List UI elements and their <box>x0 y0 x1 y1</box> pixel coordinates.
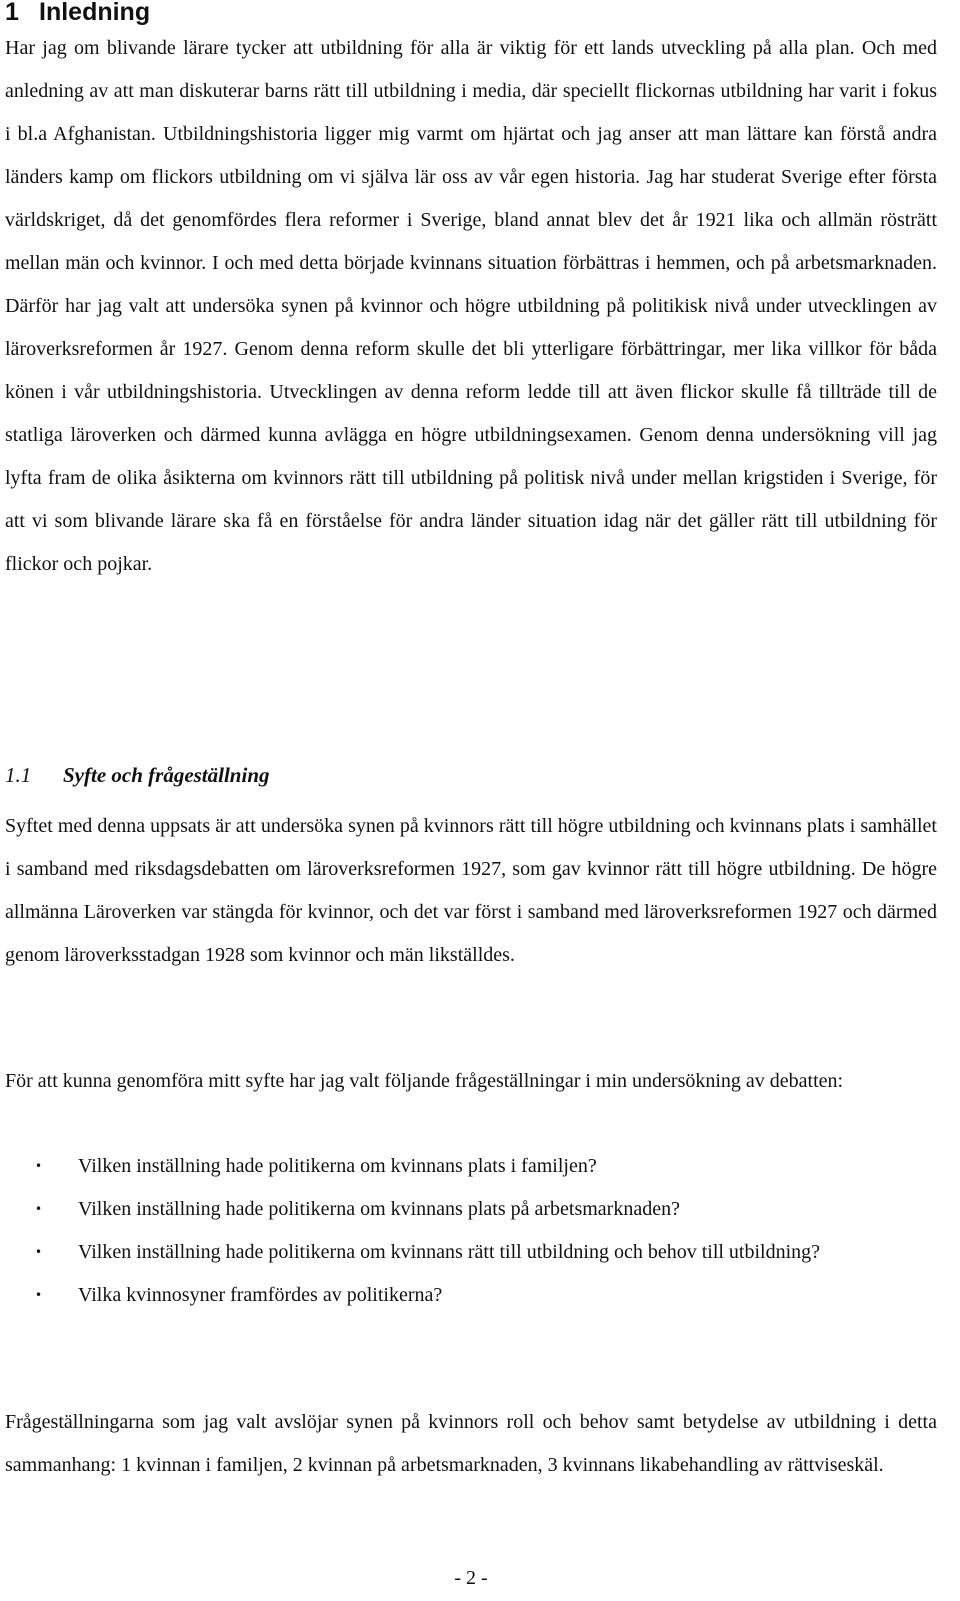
summary-paragraph: Frågeställningarna som jag valt avslöjar synen på kvinnors roll och behov samt betydelse av utbildning i detta sammanhang: 1 kvinnan i familjen, 2 kvinnan på arbetsmarknaden, 3 kvinnans likabehandling av rättviseskäl. <box>5 1411 937 1476</box>
question-text: Vilken inställning hade politikerna om kvinnans rätt till utbildning och behov till utbildning? <box>78 1241 821 1263</box>
research-questions-list <box>5 1145 937 1317</box>
question-text: Vilken inställning hade politikerna om kvinnans plats på arbetsmarknaden? <box>78 1198 680 1220</box>
list-item <box>5 1145 937 1188</box>
section-title: Syfte och frågeställning <box>63 763 270 787</box>
list-item <box>5 1231 937 1274</box>
bullet-icon: • <box>35 1159 43 1173</box>
bullet-icon: • <box>35 1288 43 1302</box>
bullet-icon: • <box>35 1202 43 1216</box>
chapter-title: Inledning <box>39 0 151 26</box>
questions-intro-paragraph: För att kunna genomföra mitt syfte har jag valt följande frågeställningar i min undersökning av debatten: <box>5 1070 844 1092</box>
intro-paragraph: Har jag om blivande lärare tycker att utbildning för alla är viktig för ett lands utveckling på alla plan. Och med anledning av att man diskuterar barns rätt till utbildning i media, där speciellt flickornas utbildning har varit i fokus i bl.a Afghanistan. Utbildningshistoria ligger mig varmt om hjärtat och jag anser att man lättare kan förstå andra länders kamp om flickors utbildning om vi själva lär oss av vår egen historia. Jag har studerat Sverige efter första världskriget, då det genomfördes flera reformer i Sverige, bland annat blev det år 1921 lika och allmän rösträtt mellan män och kvinnor. I och med detta började kvinnans situation förbättras i hemmen, och på arbetsmarknaden. Därför har jag valt att undersöka synen på kvinnor och högre utbildning på politikisk nivå under utvecklingen av läroverksreformen år 1927. Genom denna reform skulle det bli ytterligare förbättringar, mer lika villkor för båda könen i vår utbildningshistoria. Utvecklingen av denna reform ledde till att även flickor skulle få tillträde till de statliga läroverken och därmed kunna avlägga en högre utbildningsexamen. Genom denna undersökning vill jag lyfta fram de olika åsikterna om kvinnors rätt till utbildning på politisk nivå under mellan krigstiden i Sverige, för att vi som blivande lärare ska få en förståelse för andra länder situation idag när det gäller rätt till utbildning för flickor och pojkar. <box>5 37 937 575</box>
list-item <box>5 1188 937 1231</box>
chapter-heading <box>5 0 150 28</box>
purpose-paragraph: Syftet med denna uppsats är att undersöka synen på kvinnors rätt till högre utbildning och kvinnans plats i samhället i samband med riksdagsdebatten om läroverksreformen 1927, som gav kvinnor rätt till högre utbildning. De högre allmänna Läroverken var stängda för kvinnor, och det var först i samband med läroverksreformen 1927 och därmed genom läroverksstadgan 1928 som kvinnor och män likställdes. <box>5 815 937 966</box>
section-heading <box>5 757 270 793</box>
question-text: Vilka kvinnosyner framfördes av politikerna? <box>78 1284 443 1306</box>
question-text: Vilken inställning hade politikerna om kvinnans plats i familjen? <box>78 1155 597 1177</box>
bullet-icon: • <box>35 1245 43 1259</box>
chapter-number: 1 <box>5 0 19 26</box>
list-item <box>5 1274 937 1317</box>
section-number: 1.1 <box>5 763 32 787</box>
page-number: - 2 - <box>454 1567 488 1589</box>
